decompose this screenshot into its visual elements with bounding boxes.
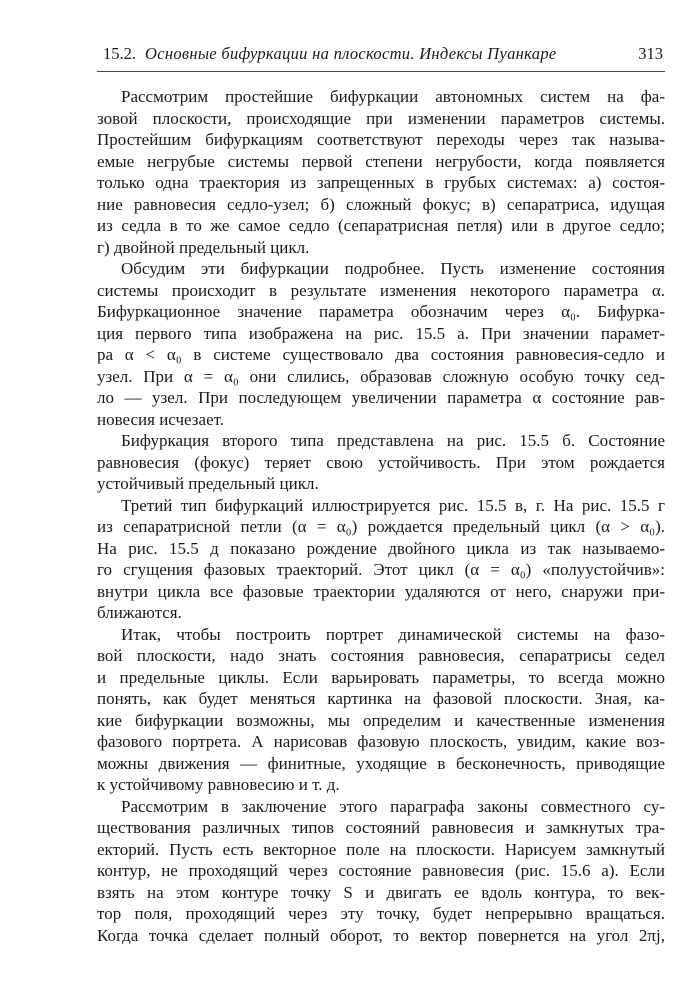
text-line: На рис. 15.5 д показано рождение двойного цикла из так называемо- [97, 538, 665, 558]
section-title: Основные бифуркации на плоскости. Индексы Пуанкаре [145, 44, 557, 63]
text-line: Обсудим эти бифуркации подробнее. Пусть изменение состояния [121, 259, 665, 278]
text-line: взять на этом контуре точку S и двигать ее вдоль контура, то век- [97, 882, 665, 902]
page-number: 313 [638, 44, 663, 63]
text-line: ние равновесия седло-узел; б) сложный фокус; в) сепаратриса, идущая [97, 194, 665, 214]
paragraph [97, 495, 665, 624]
text-line: к устойчивому равновесию и т. д. [97, 775, 340, 794]
text-line: емые негрубые системы первой степени негрубости, когда появляется [97, 151, 665, 171]
text-line: Рассмотрим простейшие бифуркации автономных систем на фа- [121, 87, 665, 106]
text-line: Простейшим бифуркациям соответствуют переходы через так называ- [97, 130, 665, 149]
paragraph [97, 430, 665, 495]
header-rule [97, 71, 665, 72]
running-header [97, 44, 665, 70]
text-line: Бифуркация второго типа представлена на рис. 15.5 б. Состояние [121, 431, 665, 450]
section-number: 15.2. [103, 44, 136, 63]
text-line: вой плоскости, надо знать состояния равновесия, сепаратрисы седел [97, 646, 665, 665]
text-line: Итак, чтобы построить портрет динамической системы на фазо- [121, 624, 665, 644]
text-line: кие бифуркации возможны, мы определим и качественные изменения [97, 710, 665, 730]
paragraph [97, 86, 665, 258]
text-line: зовой плоскости, происходящие при изменении параметров системы. [97, 108, 665, 128]
text-line: ществования различных типов состояний равновесия и замкнутых тра- [97, 818, 665, 837]
text-line: из сепаратрисной петли (α = α₀) рождается предельный цикл (α > α₀). [97, 517, 665, 536]
text-line: только одна траектория из запрещенных в грубых системах: а) состоя- [97, 173, 665, 192]
text-line: тор поля, проходящий через эту точку, будет непрерывно вращаться. [97, 904, 665, 923]
text-line: екторий. Пусть есть векторное поле на плоскости. Нарисуем замкнутый [97, 839, 665, 859]
body-text [97, 86, 665, 946]
text-line: Третий тип бифуркаций иллюстрируется рис. 15.5 в, г. На рис. 15.5 г [121, 495, 665, 515]
text-line: г) двойной предельный цикл. [97, 237, 310, 257]
text-line: можны движения — финитные, уходящие в бесконечность, приводящие [97, 753, 665, 773]
text-line: го сгущения фазовых траекторий. Этот цикл (α = α₀) «полуустойчив»: [97, 560, 665, 579]
text-line: Рассмотрим в заключение этого параграфа законы совместного су- [121, 796, 665, 816]
text-line: контур, не проходящий через состояние равновесия (рис. 15.6 а). Если [97, 861, 665, 880]
text-line: новесия исчезает. [97, 409, 225, 429]
paragraph [97, 624, 665, 796]
text-line: понять, как будет меняться картинка на фазовой плоскости. Зная, ка- [97, 689, 665, 708]
text-line: Бифуркационное значение параметра обозначим через α₀. Бифурка- [97, 302, 665, 321]
text-line: ра α < α₀ в системе существовало два состояния равновесия-седло и [97, 345, 665, 364]
text-line: узел. При α = α₀ они слились, образовав сложную особую точку сед- [97, 366, 665, 386]
paragraph [97, 796, 665, 947]
text-line: равновесия (фокус) теряет свою устойчивость. При этом рождается [97, 452, 665, 472]
text-line: из седла в то же самое седло (сепаратрисная петля) или в другое седло; [97, 216, 665, 235]
text-line: фазового портрета. А нарисовав фазовую плоскость, увидим, какие воз- [97, 732, 665, 751]
text-line: устойчивый предельный цикл. [97, 474, 319, 493]
text-line: ло — узел. При последующем увеличении параметра α состояние рав- [97, 388, 665, 407]
text-line: ция первого типа изображена на рис. 15.5 а. При значении парамет- [97, 323, 665, 343]
text-line: системы происходит в результате изменения некоторого параметра α. [97, 280, 665, 300]
text-line: внутри цикла все фазовые траектории удаляются от него, снаружи при- [97, 581, 665, 601]
paragraph [97, 258, 665, 430]
text-line: Когда точка сделает полный оборот, то вектор повернется на угол 2πj, [97, 925, 665, 945]
text-line: и предельные циклы. Если варьировать параметры, то всегда можно [97, 667, 665, 687]
text-line: ближаются. [97, 603, 182, 622]
